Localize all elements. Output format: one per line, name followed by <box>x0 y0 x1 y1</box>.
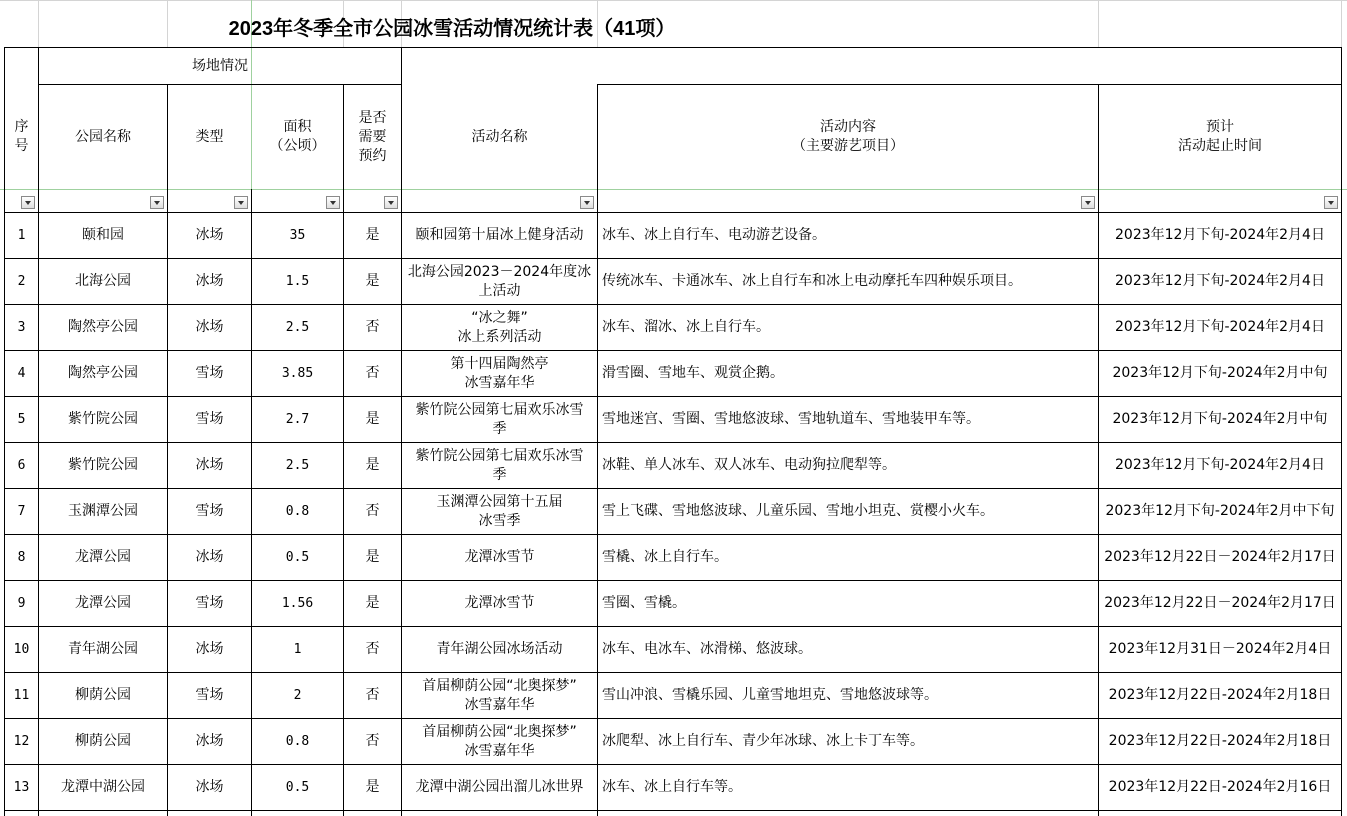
filter-dropdown-park-icon[interactable] <box>150 196 164 209</box>
cell-seq[interactable]: 12 <box>13 734 30 749</box>
cell-reserve[interactable]: 是 <box>365 595 380 611</box>
cell-reserve[interactable]: 否 <box>365 687 380 703</box>
cell-content[interactable]: 滑雪圈、雪地车、观赏企鹅。 <box>602 365 784 381</box>
filter-dropdown-seq-icon[interactable] <box>21 196 35 209</box>
cell-activity[interactable]: “冰之舞” 冰上系列活动 <box>457 309 542 345</box>
header-activity-name: 活动名称 <box>471 128 528 145</box>
sheet-title: 2023年冬季全市公园冰雪活动情况统计表（41项） <box>228 17 676 40</box>
cell-area[interactable]: 1.56 <box>281 596 314 611</box>
filter-dropdown-period-icon[interactable] <box>1324 196 1338 209</box>
cell-period[interactable]: 2023年12月下旬-2024年2月4日 <box>1115 457 1325 473</box>
filter-dropdown-type-icon[interactable] <box>234 196 248 209</box>
cell-content[interactable]: 冰车、电冰车、冰滑梯、悠波球。 <box>602 641 812 657</box>
cell-content[interactable]: 雪圈、雪橇。 <box>602 595 686 611</box>
header-type: 类型 <box>195 128 224 145</box>
header-venue-group: 场地情况 <box>192 57 248 74</box>
cell-area[interactable]: 0.8 <box>285 734 310 749</box>
cell-content[interactable]: 雪地迷宫、雪圈、雪地悠波球、雪地轨道车、雪地装甲车等。 <box>602 411 980 427</box>
filter-dropdown-area-icon[interactable] <box>326 196 340 209</box>
cell-park[interactable]: 柳荫公园 <box>75 733 131 749</box>
cell-seq[interactable]: 5 <box>17 412 26 427</box>
cell-type[interactable]: 冰场 <box>195 319 224 335</box>
cell-type[interactable]: 雪场 <box>195 687 224 703</box>
cell-reserve[interactable]: 是 <box>365 273 380 289</box>
cell-reserve[interactable]: 否 <box>365 365 380 381</box>
cell-area[interactable]: 2.7 <box>285 412 310 427</box>
cell-park[interactable]: 陶然亭公园 <box>68 365 138 381</box>
cell-seq[interactable]: 9 <box>17 596 26 611</box>
cell-activity[interactable]: 紫竹院公园第七届欢乐冰雪 季 <box>415 447 584 483</box>
cell-type[interactable]: 冰场 <box>195 779 224 795</box>
cell-type[interactable]: 冰场 <box>195 733 224 749</box>
cell-reserve[interactable]: 是 <box>365 457 380 473</box>
cell-area[interactable]: 35 <box>289 228 306 243</box>
header-period: 预计 活动起止时间 <box>1178 119 1262 154</box>
cell-park[interactable]: 陶然亭公园 <box>68 319 138 335</box>
cell-seq[interactable]: 4 <box>17 366 26 381</box>
cell-park[interactable]: 龙潭中湖公园 <box>61 779 145 795</box>
cell-seq[interactable]: 10 <box>13 642 30 657</box>
cell-content[interactable]: 冰鞋、单人冰车、双人冰车、电动狗拉爬犁等。 <box>602 457 896 473</box>
cell-period[interactable]: 2023年12月22日－2024年2月17日 <box>1104 595 1336 611</box>
cell-reserve[interactable]: 否 <box>365 503 380 519</box>
cell-park[interactable]: 青年湖公园 <box>68 641 138 657</box>
header-area: 面积 （公顷） <box>269 119 326 154</box>
cell-period[interactable]: 2023年12月下旬-2024年2月4日 <box>1115 273 1325 289</box>
cell-reserve[interactable]: 否 <box>365 641 380 657</box>
header-reserve: 是否 需要 预约 <box>358 109 387 164</box>
cell-activity[interactable]: 北海公园2023－2024年度冰 上活动 <box>407 263 592 299</box>
cell-period[interactable]: 2023年12月22日-2024年2月16日 <box>1108 779 1332 795</box>
cell-type[interactable]: 冰场 <box>195 641 224 657</box>
cell-type[interactable]: 雪场 <box>195 365 224 381</box>
cell-content[interactable]: 冰车、冰上自行车、电动游艺设备。 <box>602 227 826 243</box>
cell-reserve[interactable]: 是 <box>365 549 380 565</box>
cell-park[interactable]: 北海公园 <box>75 273 131 289</box>
cell-area[interactable]: 1.5 <box>285 274 310 289</box>
cell-type[interactable]: 冰场 <box>195 273 224 289</box>
cell-park[interactable]: 颐和园 <box>82 227 124 243</box>
filter-dropdown-content-icon[interactable] <box>1081 196 1095 209</box>
cell-type[interactable]: 冰场 <box>195 457 224 473</box>
cell-period[interactable]: 2023年12月下旬-2024年2月4日 <box>1115 227 1325 243</box>
cell-content[interactable]: 雪上飞碟、雪地悠波球、儿童乐园、雪地小坦克、赏樱小火车。 <box>602 503 994 519</box>
cell-activity[interactable]: 玉渊潭公园第十五届 冰雪季 <box>436 493 563 529</box>
cell-content[interactable]: 冰车、溜冰、冰上自行车。 <box>602 319 770 335</box>
cell-period[interactable]: 2023年12月下旬-2024年2月中旬 <box>1112 411 1328 427</box>
cell-activity[interactable]: 龙潭冰雪节 <box>464 595 535 611</box>
filter-dropdown-reserve-icon[interactable] <box>384 196 398 209</box>
cell-content[interactable]: 冰车、冰上自行车等。 <box>602 779 742 795</box>
header-activity-content: 活动内容 （主要游艺项目） <box>792 119 904 154</box>
cell-area[interactable]: 1 <box>293 642 302 657</box>
cell-type[interactable]: 冰场 <box>195 227 224 243</box>
cell-area[interactable]: 3.85 <box>281 366 314 381</box>
cell-area[interactable]: 0.5 <box>285 780 310 795</box>
cell-seq[interactable]: 11 <box>13 688 30 703</box>
cell-park[interactable]: 龙潭公园 <box>75 595 131 611</box>
cell-period[interactable]: 2023年12月22日-2024年2月18日 <box>1108 687 1332 703</box>
cell-park[interactable]: 柳荫公园 <box>75 687 131 703</box>
cell-activity[interactable]: 紫竹院公园第七届欢乐冰雪 季 <box>415 401 584 437</box>
cell-activity[interactable]: 龙潭中湖公园出溜儿冰世界 <box>415 779 584 795</box>
cell-type[interactable]: 冰场 <box>195 549 224 565</box>
cell-period[interactable]: 2023年12月下旬-2024年2月中旬 <box>1112 365 1328 381</box>
cell-content[interactable]: 传统冰车、卡通冰车、冰上自行车和冰上电动摩托车四种娱乐项目。 <box>602 273 1022 289</box>
cell-seq[interactable]: 2 <box>17 274 26 289</box>
cell-reserve[interactable]: 是 <box>365 411 380 427</box>
cell-seq[interactable]: 1 <box>17 228 26 243</box>
cell-period[interactable]: 2023年12月下旬-2024年2月4日 <box>1115 319 1325 335</box>
cell-seq[interactable]: 7 <box>17 504 26 519</box>
cell-reserve[interactable]: 否 <box>365 319 380 335</box>
cell-area[interactable]: 0.5 <box>285 550 310 565</box>
cell-seq[interactable]: 3 <box>17 320 26 335</box>
cell-period[interactable]: 2023年12月22日-2024年2月18日 <box>1108 733 1332 749</box>
cell-park[interactable]: 玉渊潭公园 <box>68 503 138 519</box>
cell-park[interactable]: 紫竹院公园 <box>68 457 138 473</box>
cell-content[interactable]: 雪山冲浪、雪橇乐园、儿童雪地坦克、雪地悠波球等。 <box>602 687 938 703</box>
cell-type[interactable]: 雪场 <box>195 503 224 519</box>
filter-dropdown-activity-icon[interactable] <box>580 196 594 209</box>
cell-activity[interactable]: 颐和园第十届冰上健身活动 <box>415 227 584 243</box>
cell-period[interactable]: 2023年12月31日－2024年2月4日 <box>1108 641 1332 657</box>
cell-activity[interactable]: 第十四届陶然亭 冰雪嘉年华 <box>450 355 549 391</box>
cell-park[interactable]: 紫竹院公园 <box>68 411 138 427</box>
cell-seq[interactable]: 8 <box>17 550 26 565</box>
cell-period[interactable]: 2023年12月22日－2024年2月17日 <box>1104 549 1336 565</box>
cell-activity[interactable]: 龙潭冰雪节 <box>464 549 535 565</box>
cell-content[interactable]: 冰爬犁、冰上自行车、青少年冰球、冰上卡丁车等。 <box>602 733 924 749</box>
cell-activity[interactable]: 首届柳荫公园“北奥探梦” 冰雪嘉年华 <box>422 723 577 759</box>
header-seq: 序 号 <box>14 118 29 154</box>
cell-type[interactable]: 雪场 <box>195 411 224 427</box>
cell-park[interactable]: 龙潭公园 <box>75 549 131 565</box>
cell-reserve[interactable]: 是 <box>365 227 380 243</box>
cell-type[interactable]: 雪场 <box>195 595 224 611</box>
cell-reserve[interactable]: 是 <box>365 779 380 795</box>
cell-area[interactable]: 2.5 <box>285 458 310 473</box>
cell-area[interactable]: 2.5 <box>285 320 310 335</box>
cell-activity[interactable]: 青年湖公园冰场活动 <box>436 641 563 657</box>
cell-seq[interactable]: 13 <box>13 780 30 795</box>
cell-seq[interactable]: 6 <box>17 458 26 473</box>
header-park-name: 公园名称 <box>75 128 131 145</box>
cell-area[interactable]: 2 <box>293 688 302 703</box>
cell-reserve[interactable]: 否 <box>365 733 380 749</box>
cell-period[interactable]: 2023年12月下旬-2024年2月中下旬 <box>1105 503 1335 519</box>
cell-area[interactable]: 0.8 <box>285 504 310 519</box>
cell-content[interactable]: 雪橇、冰上自行车。 <box>602 549 728 565</box>
cell-activity[interactable]: 首届柳荫公园“北奥探梦” 冰雪嘉年华 <box>422 677 577 713</box>
